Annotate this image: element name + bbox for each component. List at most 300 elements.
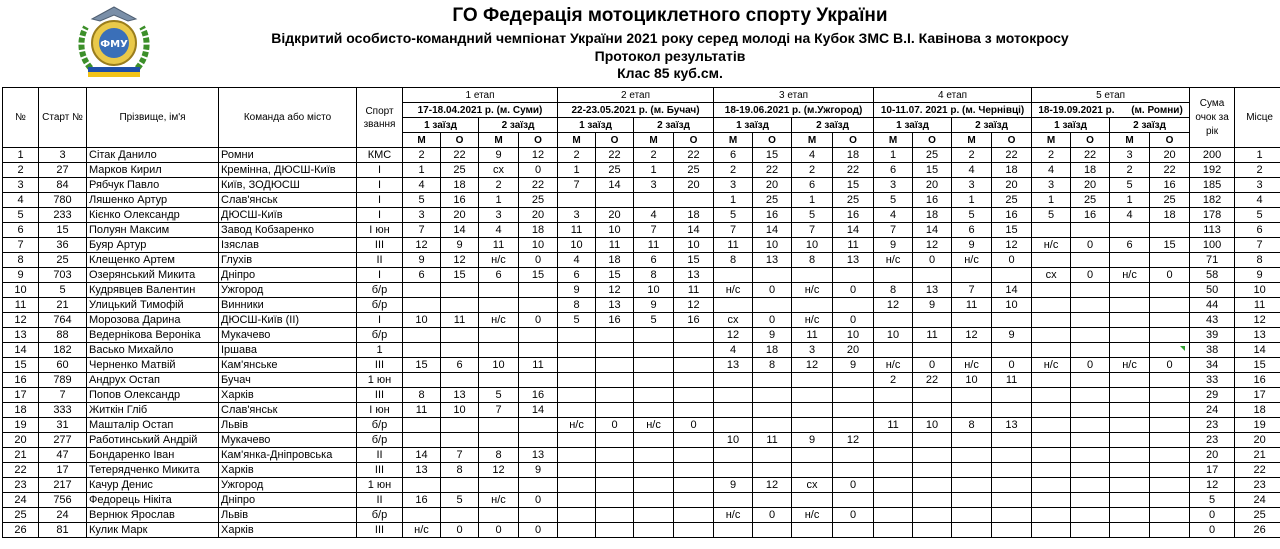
col-header-place: Місце [1235,88,1280,148]
team-cell: Іршава [219,343,357,358]
stage-2-result-cell [674,448,714,463]
stage-2-result-cell: 20 [674,178,714,193]
stage-5-result-cell [1032,418,1071,433]
stage-2-race-2-header: 2 заїзд [634,118,714,133]
stage-4-result-cell [913,523,952,538]
stage-5-result-cell [1032,343,1071,358]
stage-3-result-cell: н/с [792,283,833,298]
stage-5-result-cell [1110,478,1150,493]
stage-4-result-cell: н/с [874,358,913,373]
stage-5-result-cell: сх [1032,268,1071,283]
table-row [3,388,1280,403]
stage-5-result-cell [1110,433,1150,448]
stage-2-result-cell: 12 [674,298,714,313]
stage-2-label: 2 етап [558,88,714,103]
rider-name-cell: Работинський Андрій [87,433,219,448]
stage-3-result-cell [792,523,833,538]
place-cell: 8 [1235,253,1280,268]
stage-2-result-cell: 5 [558,313,596,328]
stage-2-result-cell [596,388,634,403]
stage-5-race-1-o-header: О [1071,133,1110,148]
rider-name-cell: Кудрявцев Валентин [87,283,219,298]
stage-2-result-cell [596,433,634,448]
stage-1-result-cell: 5 [441,493,479,508]
stage-3-result-cell [792,268,833,283]
total-points-cell: 200 [1190,148,1235,163]
sport-rank-cell: б/р [357,298,403,313]
stage-4-result-cell: 3 [874,178,913,193]
start-number-cell: 233 [39,208,87,223]
table-row [3,313,1280,328]
stage-5-result-cell [1150,493,1190,508]
stage-2-result-cell: 9 [558,283,596,298]
stage-2-result-cell: 11 [634,238,674,253]
sport-rank-cell: II [357,448,403,463]
stage-5-result-cell [1150,373,1190,388]
stage-1-result-cell: 20 [441,208,479,223]
stage-4-result-cell: 8 [874,283,913,298]
rider-name-cell: Ведернікова Вероніка [87,328,219,343]
stage-3-result-cell: 8 [753,358,792,373]
results-table-body [3,88,1280,538]
stage-1-race-2-m-header: М [479,133,519,148]
place-cell: 4 [1235,193,1280,208]
stage-1-result-cell: 0 [519,313,558,328]
stage-4-race-1-o-header: О [913,133,952,148]
stage-3-result-cell [714,463,753,478]
stage-5-result-cell [1110,508,1150,523]
stage-5-label: 5 етап [1032,88,1190,103]
start-number-cell: 84 [39,178,87,193]
stage-4-result-cell: 8 [952,418,992,433]
sport-rank-cell: II [357,493,403,508]
stage-3-result-cell: 9 [753,328,792,343]
row-number-cell: 19 [3,418,39,433]
table-row [3,463,1280,478]
stage-5-result-cell: 4 [1032,163,1071,178]
sport-rank-cell: I [357,268,403,283]
stage-3-result-cell: 11 [792,328,833,343]
stage-4-result-cell [913,343,952,358]
stage-4-race-1-m-header: М [874,133,913,148]
stage-5-result-cell [1071,373,1110,388]
start-number-cell: 15 [39,223,87,238]
rider-name-cell: Буяр Артур [87,238,219,253]
stage-1-result-cell: 25 [441,163,479,178]
stage-4-result-cell: 0 [992,253,1032,268]
stage-2-result-cell: 11 [674,283,714,298]
stage-2-result-cell [674,328,714,343]
place-cell: 5 [1235,208,1280,223]
row-number-cell: 26 [3,523,39,538]
place-cell: 11 [1235,298,1280,313]
stage-2-result-cell: 5 [634,313,674,328]
team-cell: Дніпро [219,268,357,283]
wing-top [92,7,136,21]
place-cell: 21 [1235,448,1280,463]
stage-2-result-cell: 11 [558,223,596,238]
stage-2-result-cell [634,328,674,343]
start-number-cell: 277 [39,433,87,448]
stage-1-result-cell: 2 [403,148,441,163]
start-number-cell: 764 [39,313,87,328]
stage-1-result-cell: 0 [519,253,558,268]
stage-5-result-cell: 0 [1150,358,1190,373]
stage-2-result-cell [674,463,714,478]
protocol-label: Протокол результатів [594,48,746,64]
stage-1-result-cell: 12 [479,463,519,478]
stage-2-result-cell [558,493,596,508]
total-points-cell: 0 [1190,508,1235,523]
stage-3-result-cell [753,373,792,388]
stage-3-result-cell: 5 [714,208,753,223]
stage-2-result-cell: 0 [596,418,634,433]
row-number-cell: 4 [3,193,39,208]
stage-3-result-cell [714,418,753,433]
table-row [3,493,1280,508]
stage-2-result-cell [596,373,634,388]
sport-rank-cell: I [357,313,403,328]
sport-rank-cell: 1 юн [357,373,403,388]
stage-3-result-cell: 12 [753,478,792,493]
stage-5-result-cell: 20 [1150,148,1190,163]
stage-4-result-cell: н/с [874,253,913,268]
stage-1-result-cell: 10 [441,403,479,418]
stage-4-result-cell [952,343,992,358]
stage-3-result-cell: 13 [753,253,792,268]
stage-3-result-cell [753,388,792,403]
stage-3-dates: 18-19.06.2021 р. (м.Ужгород) [714,103,874,118]
stage-1-label: 1 етап [403,88,558,103]
stage-4-result-cell: 14 [913,223,952,238]
place-cell: 6 [1235,223,1280,238]
sport-rank-cell: III [357,358,403,373]
stage-4-result-cell: 7 [952,283,992,298]
col-header-num: № [3,88,39,148]
rider-name-cell: Морозова Дарина [87,313,219,328]
stage-3-result-cell: 0 [753,283,792,298]
stage-5-result-cell [1110,388,1150,403]
stage-4-result-cell [952,388,992,403]
stage-3-result-cell: 7 [714,223,753,238]
total-points-cell: 182 [1190,193,1235,208]
stage-5-result-cell: 2 [1032,148,1071,163]
stage-4-result-cell [913,463,952,478]
stage-3-result-cell [833,298,874,313]
stage-1-result-cell: 14 [441,223,479,238]
stage-2-result-cell: 0 [674,418,714,433]
total-points-cell: 29 [1190,388,1235,403]
stage-4-result-cell [992,343,1032,358]
team-cell: Мукачево [219,433,357,448]
stage-5-result-cell [1071,478,1110,493]
stage-4-result-cell: 20 [992,178,1032,193]
stage-3-result-cell [714,493,753,508]
place-cell: 22 [1235,463,1280,478]
team-cell: Дніпро [219,493,357,508]
stage-2-result-cell [634,523,674,538]
start-number-cell: 217 [39,478,87,493]
place-cell: 17 [1235,388,1280,403]
stage-1-result-cell [479,433,519,448]
stage-1-result-cell: 9 [403,253,441,268]
stage-3-result-cell [833,463,874,478]
stage-2-race-1-o-header: О [596,133,634,148]
stage-4-result-cell: 5 [874,193,913,208]
place-cell: 26 [1235,523,1280,538]
stage-3-result-cell: н/с [792,508,833,523]
stage-3-result-cell: 14 [753,223,792,238]
stage-4-result-cell [952,313,992,328]
sport-rank-cell: б/р [357,418,403,433]
stage-3-result-cell: 0 [833,508,874,523]
start-number-cell: 27 [39,163,87,178]
stage-1-result-cell: 1 [403,163,441,178]
stage-2-result-cell [558,508,596,523]
stage-3-result-cell [792,463,833,478]
stage-3-result-cell: сх [714,313,753,328]
stage-3-result-cell: 3 [792,343,833,358]
sport-rank-cell: I [357,163,403,178]
stage-4-race-2-m-header: М [952,133,992,148]
team-cell: Бучач [219,373,357,388]
stage-3-result-cell: 10 [792,238,833,253]
stage-3-result-cell [833,373,874,388]
stage-3-result-cell: 11 [753,433,792,448]
stage-2-result-cell: 25 [674,163,714,178]
stage-3-result-cell: 9 [792,433,833,448]
stage-3-result-cell: 25 [753,193,792,208]
total-points-cell: 185 [1190,178,1235,193]
stage-2-result-cell [558,448,596,463]
stage-5-result-cell [1032,493,1071,508]
stage-4-result-cell [992,493,1032,508]
start-number-cell: 5 [39,283,87,298]
table-row [3,268,1280,283]
stage-2-result-cell: 10 [674,238,714,253]
total-points-cell: 5 [1190,493,1235,508]
stage-5-result-cell [1110,418,1150,433]
ribbon-yellow [88,72,140,77]
stage-3-result-cell: 2 [714,163,753,178]
stage-4-result-cell: 10 [874,328,913,343]
stage-2-race-1-header: 1 заїзд [558,118,634,133]
stage-3-result-cell: 15 [833,178,874,193]
stage-2-result-cell [558,358,596,373]
stage-4-result-cell [874,448,913,463]
stage-5-result-cell: 16 [1150,178,1190,193]
total-points-cell: 38 [1190,343,1235,358]
stage-1-result-cell [403,433,441,448]
stage-4-result-cell: 16 [992,208,1032,223]
stage-4-result-cell [952,463,992,478]
stage-4-result-cell: 10 [992,298,1032,313]
stage-1-result-cell: н/с [479,253,519,268]
stage-5-result-cell [1150,418,1190,433]
stage-1-result-cell [403,298,441,313]
place-cell: 20 [1235,433,1280,448]
stage-3-result-cell: н/с [792,313,833,328]
start-number-cell: 333 [39,403,87,418]
stage-3-race-1-o-header: О [753,133,792,148]
stage-4-result-cell: 10 [952,373,992,388]
sport-rank-cell: I [357,208,403,223]
stage-1-result-cell [441,283,479,298]
rider-name-cell: Озерянський Микита [87,268,219,283]
stage-4-result-cell [874,343,913,358]
stage-3-result-cell: 6 [714,148,753,163]
stage-4-race-1-header: 1 заїзд [874,118,952,133]
total-points-cell: 39 [1190,328,1235,343]
start-number-cell: 81 [39,523,87,538]
stage-1-result-cell: 7 [479,403,519,418]
stage-3-result-cell [714,448,753,463]
table-row [3,448,1280,463]
row-number-cell: 2 [3,163,39,178]
sport-rank-cell: III [357,523,403,538]
stage-5-result-cell [1032,508,1071,523]
stage-3-result-cell: 4 [714,343,753,358]
stage-5-result-cell [1071,493,1110,508]
stage-4-result-cell: 6 [952,223,992,238]
stage-5-result-cell: 1 [1110,193,1150,208]
stage-4-result-cell [992,463,1032,478]
stage-2-result-cell [596,358,634,373]
stage-2-result-cell [634,388,674,403]
stage-3-result-cell [792,448,833,463]
stage-5-result-cell [1032,403,1071,418]
stage-2-result-cell [634,448,674,463]
stage-2-race-2-m-header: М [634,133,674,148]
team-cell: Завод Кобзаренко [219,223,357,238]
stage-2-result-cell [634,193,674,208]
sport-rank-cell: I [357,178,403,193]
stage-4-result-cell: 25 [992,193,1032,208]
col-header-name: Прізвище, ім'я [87,88,219,148]
stage-4-result-cell: 22 [913,373,952,388]
row-number-cell: 8 [3,253,39,268]
stage-2-race-2-o-header: О [674,133,714,148]
rider-name-cell: Попов Олександр [87,388,219,403]
results-table [2,87,1280,538]
row-number-cell: 1 [3,148,39,163]
stage-1-result-cell: 10 [403,313,441,328]
row-number-cell: 10 [3,283,39,298]
stage-1-race-1-header: 1 заїзд [403,118,479,133]
stage-1-result-cell: 25 [519,193,558,208]
stage-2-result-cell [558,523,596,538]
stage-3-result-cell: 0 [753,508,792,523]
stage-2-result-cell: 12 [596,283,634,298]
stage-4-result-cell: 12 [952,328,992,343]
stage-4-result-cell: 18 [992,163,1032,178]
stage-3-result-cell [753,448,792,463]
total-points-cell: 34 [1190,358,1235,373]
stage-1-result-cell [403,508,441,523]
team-cell: Львів [219,418,357,433]
sport-rank-cell: III [357,388,403,403]
stage-1-result-cell: 9 [479,148,519,163]
stage-5-result-cell [1110,253,1150,268]
stage-4-result-cell: 11 [874,418,913,433]
stage-1-result-cell [403,328,441,343]
stage-5-result-cell [1032,448,1071,463]
stage-3-result-cell: 11 [833,238,874,253]
stage-3-result-cell [792,403,833,418]
place-cell: 25 [1235,508,1280,523]
stage-5-result-cell [1032,328,1071,343]
stage-1-result-cell: 7 [403,223,441,238]
total-points-cell: 23 [1190,418,1235,433]
stage-3-result-cell: 12 [833,433,874,448]
rider-name-cell: Улицький Тимофій [87,298,219,313]
stage-5-result-cell: 6 [1110,238,1150,253]
rider-name-cell: Кулик Марк [87,523,219,538]
start-number-cell: 3 [39,148,87,163]
stage-1-result-cell: 22 [441,148,479,163]
stage-5-result-cell [1150,223,1190,238]
stage-1-result-cell: 4 [479,223,519,238]
stage-1-result-cell [441,328,479,343]
team-cell: Мукачево [219,328,357,343]
stage-2-result-cell: 15 [674,253,714,268]
page-subtitle: Відкритий особисто-командний чемпіонат України 2021 року серед молоді на Кубок ЗМС В.І. Кавінова з мотокросу [271,30,1069,46]
stage-3-result-cell: 7 [792,223,833,238]
stage-2-result-cell [596,523,634,538]
stage-5-result-cell [1110,403,1150,418]
stage-5-result-cell [1071,463,1110,478]
stage-5-result-cell [1032,298,1071,313]
stage-3-result-cell [833,523,874,538]
stage-3-result-cell: 1 [792,193,833,208]
stage-5-result-cell [1071,508,1110,523]
team-cell: Харків [219,523,357,538]
stage-4-result-cell: 9 [874,238,913,253]
rider-name-cell: Марков Кирил [87,163,219,178]
stage-3-result-cell: 10 [753,238,792,253]
stage-2-result-cell [596,328,634,343]
stage-3-result-cell [833,403,874,418]
stage-4-result-cell [874,523,913,538]
row-number-cell: 24 [3,493,39,508]
table-row [3,148,1280,163]
stage-2-result-cell [558,463,596,478]
stage-5-result-cell [1150,448,1190,463]
row-number-cell: 18 [3,403,39,418]
cell-comment-marker [1180,346,1185,351]
start-number-cell: 756 [39,493,87,508]
table-row [3,358,1280,373]
stage-2-result-cell [558,478,596,493]
stage-5-result-cell [1071,403,1110,418]
stage-3-result-cell [753,493,792,508]
stage-4-result-cell [874,388,913,403]
stage-2-result-cell: 15 [596,268,634,283]
stage-5-dates [1032,103,1190,118]
stage-4-result-cell: 2 [874,373,913,388]
stage-3-result-cell [714,523,753,538]
sport-rank-cell: б/р [357,328,403,343]
stage-3-result-cell: 18 [833,148,874,163]
stage-1-result-cell: 13 [441,388,479,403]
stage-1-result-cell [479,508,519,523]
stage-5-result-cell: 25 [1071,193,1110,208]
row-number-cell: 22 [3,463,39,478]
stage-4-result-cell: 12 [913,238,952,253]
table-row [3,193,1280,208]
sport-rank-cell: КМС [357,148,403,163]
row-number-cell: 7 [3,238,39,253]
